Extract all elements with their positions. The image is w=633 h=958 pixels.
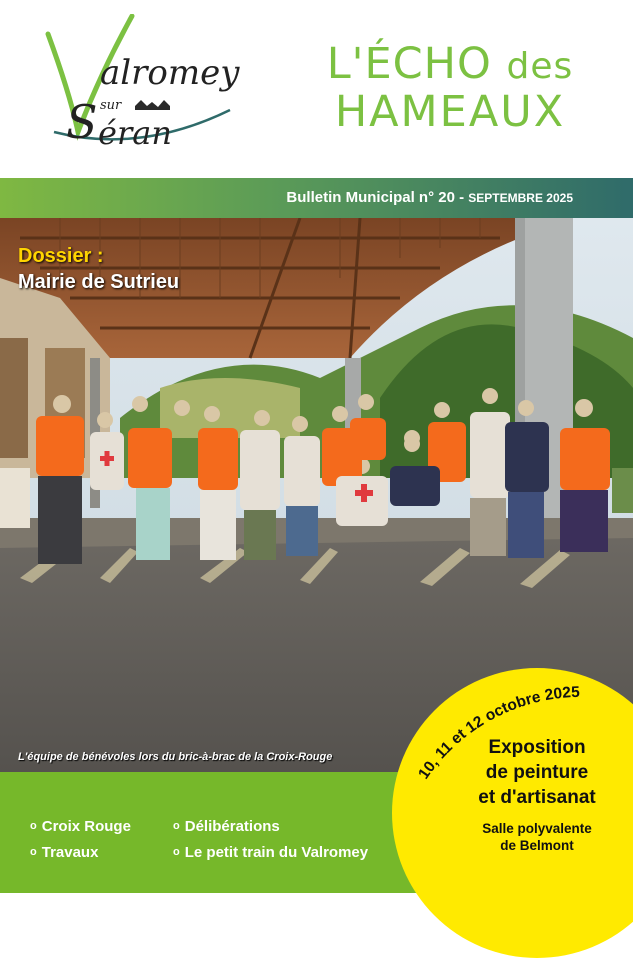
event-title-line: Exposition [488, 737, 586, 758]
topic-croix-rouge[interactable] [30, 818, 131, 835]
bulletin-banner [0, 178, 633, 218]
bulletin-number: Bulletin Municipal n° 20 - [286, 189, 469, 206]
masthead-title [300, 40, 600, 136]
photo-caption: L'équipe de bénévoles lors du bric-à-brac de la Croix-Rouge [18, 751, 333, 763]
event-dates-text: 10, 11 et 12 octobre 2025 [415, 683, 581, 783]
bullet-icon: o [173, 820, 180, 832]
bullet-icon: o [173, 846, 180, 858]
event-title [448, 735, 626, 810]
dossier-heading [18, 243, 179, 295]
logo-s: S [66, 95, 98, 149]
dossier-title: Mairie de Sutrieu [18, 271, 180, 293]
topic-label: Travaux [41, 844, 99, 861]
logo-text-2: sur [100, 98, 122, 113]
logo-text-1: alromey [100, 53, 240, 93]
masthead-hameaux: HAMEAUX [334, 87, 566, 138]
topic-label: Le petit train du Valromey [184, 844, 369, 861]
event-venue-line: Salle polyvalente [482, 821, 592, 836]
topic-deliberations[interactable] [173, 818, 280, 835]
topic-label: Délibérations [184, 818, 280, 835]
topic-petit-train[interactable] [173, 844, 368, 861]
topic-travaux[interactable] [30, 844, 98, 861]
event-title-line: de peinture [485, 762, 589, 783]
masthead-echo: L'ÉCHO [326, 39, 492, 89]
bulletin-date: SEPTEMBRE 2025 [468, 191, 573, 205]
event-title-line: et d'artisanat [478, 787, 596, 808]
bullet-icon: o [30, 846, 37, 858]
event-venue-line: de Belmont [500, 838, 574, 853]
dossier-label: Dossier : [18, 245, 104, 267]
bullet-icon: o [30, 820, 37, 832]
logo-text-3: éran [98, 114, 172, 152]
masthead-des: des [506, 46, 574, 87]
topic-label: Croix Rouge [41, 818, 131, 835]
event-venue [448, 820, 626, 854]
valromey-logo [40, 14, 240, 164]
